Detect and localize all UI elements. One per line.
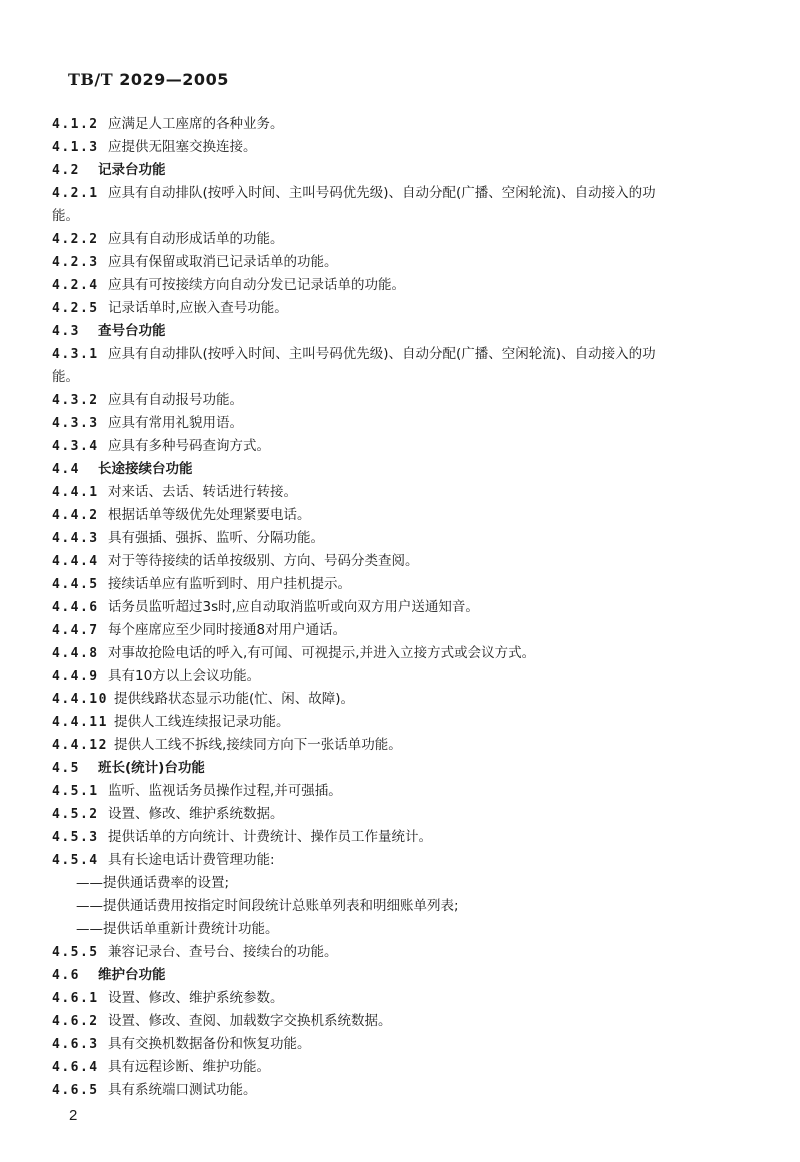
clause-continuation xyxy=(52,366,772,389)
clause-text: 根据话单等级优先处理紧要电话。 xyxy=(108,507,311,523)
clause-text: 提供话单的方向统计、计费统计、操作员工作量统计。 xyxy=(108,829,432,845)
clause-text: 具有10方以上会议功能。 xyxy=(108,668,261,684)
clause-text: 应具有自动报号功能。 xyxy=(108,392,243,408)
section-heading xyxy=(52,458,772,481)
clause-number: 4.5.2 xyxy=(52,807,99,822)
clause-text: 记录台功能 xyxy=(98,162,166,178)
clause-line xyxy=(52,596,772,619)
clause-text: 具有交换机数据备份和恢复功能。 xyxy=(108,1036,311,1052)
clause-line xyxy=(52,642,772,665)
standard-header xyxy=(68,70,229,89)
clause-line xyxy=(52,711,772,734)
section-heading xyxy=(52,757,772,780)
clause-text: 应具有自动形成话单的功能。 xyxy=(108,231,284,247)
clause-text: 维护台功能 xyxy=(98,967,166,983)
clause-line xyxy=(52,527,772,550)
clause-text: 兼容记录台、查号台、接续台的功能。 xyxy=(108,944,338,960)
clause-line xyxy=(52,412,772,435)
clause-number: 4.5.5 xyxy=(52,945,99,960)
clause-text: 应具有自动排队(按呼入时间、主叫号码优先级)、自动分配(广播、空闲轮流)、自动接入的功 xyxy=(108,346,656,362)
section-heading xyxy=(52,964,772,987)
clause-number: 4.4.6 xyxy=(52,600,99,615)
clause-text: 提供人工线连续报记录功能。 xyxy=(114,714,290,730)
clause-number: 4.3.2 xyxy=(52,393,99,408)
clause-text: 应具有自动排队(按呼入时间、主叫号码优先级)、自动分配(广播、空闲轮流)、自动接入的功 xyxy=(108,185,656,201)
clause-line xyxy=(52,941,772,964)
clause-text: 具有远程诊断、维护功能。 xyxy=(108,1059,270,1075)
clause-number: 4.4.1 xyxy=(52,485,99,500)
clause-line xyxy=(52,665,772,688)
clause-line xyxy=(52,504,772,527)
clause-line xyxy=(52,389,772,412)
clause-line xyxy=(52,228,772,251)
standard-code: TB/T xyxy=(68,70,114,89)
clause-text: 能。 xyxy=(52,208,79,224)
clause-number: 4.6.5 xyxy=(52,1083,99,1098)
list-item xyxy=(52,895,772,918)
clause-number: 4.3.1 xyxy=(52,347,99,362)
clause-number: 4.4.12 xyxy=(52,738,108,753)
clause-text: 设置、修改、维护系统参数。 xyxy=(108,990,284,1006)
clause-line xyxy=(52,619,772,642)
clause-number: 4.5.4 xyxy=(52,853,99,868)
clause-text: 监听、监视话务员操作过程,并可强插。 xyxy=(108,783,342,799)
clause-continuation xyxy=(52,205,772,228)
clause-text: 应具有多种号码查询方式。 xyxy=(108,438,270,454)
clause-number: 4.2.3 xyxy=(52,255,99,270)
clause-text: 应具有保留或取消已记录话单的功能。 xyxy=(108,254,338,270)
clause-line xyxy=(52,1079,772,1102)
clause-line xyxy=(52,1010,772,1033)
clause-number: 4.4.11 xyxy=(52,715,108,730)
clause-line xyxy=(52,826,772,849)
clause-number: 4.6 xyxy=(52,968,80,983)
clause-number: 4.4.3 xyxy=(52,531,99,546)
clause-number: 4.4.2 xyxy=(52,508,99,523)
clause-number: 4.2.5 xyxy=(52,301,99,316)
clause-text: 应具有常用礼貌用语。 xyxy=(108,415,243,431)
clause-text: 具有系统端口测试功能。 xyxy=(108,1082,257,1098)
clause-line xyxy=(52,435,772,458)
clause-line xyxy=(52,113,772,136)
clause-line xyxy=(52,343,772,366)
clause-text: 班长(统计)台功能 xyxy=(98,760,205,776)
clause-line xyxy=(52,182,772,205)
clause-text: 接续话单应有监听到时、用户挂机提示。 xyxy=(108,576,351,592)
clause-number: 4.3.3 xyxy=(52,416,99,431)
clause-text: 对事故抢险电话的呼入,有可闻、可视提示,并进入立接方式或会议方式。 xyxy=(108,645,536,661)
standard-number: 2029—2005 xyxy=(119,70,229,89)
clause-number: 4.6.4 xyxy=(52,1060,99,1075)
clause-number: 4.5.3 xyxy=(52,830,99,845)
clause-number: 4.4.9 xyxy=(52,669,99,684)
clause-text: 话务员监听超过3s时,应自动取消监听或向双方用户送通知音。 xyxy=(108,599,479,615)
clause-line xyxy=(52,274,772,297)
clause-text: 具有强插、强拆、监听、分隔功能。 xyxy=(108,530,324,546)
clause-number: 4.2.2 xyxy=(52,232,99,247)
clause-line xyxy=(52,481,772,504)
clause-number: 4.5 xyxy=(52,761,80,776)
section-heading xyxy=(52,320,772,343)
clause-text: 对来话、去话、转话进行转接。 xyxy=(108,484,297,500)
clause-text: 长途接续台功能 xyxy=(98,461,193,477)
clause-text: 应具有可按接续方向自动分发已记录话单的功能。 xyxy=(108,277,405,293)
clause-number: 4.2 xyxy=(52,163,80,178)
page-number: 2 xyxy=(69,1107,78,1124)
clause-line xyxy=(52,573,772,596)
section-heading xyxy=(52,159,772,182)
clause-text: 记录话单时,应嵌入查号功能。 xyxy=(108,300,288,316)
clause-text: 查号台功能 xyxy=(98,323,166,339)
clause-text: 提供线路状态显示功能(忙、闲、故障)。 xyxy=(114,691,355,707)
clause-line xyxy=(52,251,772,274)
clause-text: 具有长途电话计费管理功能: xyxy=(108,852,275,868)
clause-text: ——提供通话费用按指定时间段统计总账单列表和明细账单列表; xyxy=(76,898,459,914)
clause-line xyxy=(52,849,772,872)
clause-text: 应满足人工座席的各种业务。 xyxy=(108,116,284,132)
clause-text: ——提供通话费率的设置; xyxy=(76,875,230,891)
list-item xyxy=(52,872,772,895)
clause-number: 4.4.5 xyxy=(52,577,99,592)
clause-line xyxy=(52,1056,772,1079)
clause-number: 4.5.1 xyxy=(52,784,99,799)
clause-number: 4.4.8 xyxy=(52,646,99,661)
clause-number: 4.2.4 xyxy=(52,278,99,293)
clause-line xyxy=(52,297,772,320)
clause-text: 设置、修改、查阅、加载数字交换机系统数据。 xyxy=(108,1013,392,1029)
clause-number: 4.2.1 xyxy=(52,186,99,201)
clause-number: 4.3 xyxy=(52,324,80,339)
clause-number: 4.6.1 xyxy=(52,991,99,1006)
clause-number: 4.3.4 xyxy=(52,439,99,454)
clause-line xyxy=(52,803,772,826)
clause-number: 4.6.3 xyxy=(52,1037,99,1052)
clause-line xyxy=(52,688,772,711)
clause-line xyxy=(52,1033,772,1056)
list-item xyxy=(52,918,772,941)
clause-number: 4.4.4 xyxy=(52,554,99,569)
clause-text: ——提供话单重新计费统计功能。 xyxy=(76,921,279,937)
clause-text: 设置、修改、维护系统数据。 xyxy=(108,806,284,822)
clause-number: 4.6.2 xyxy=(52,1014,99,1029)
clause-number: 4.1.2 xyxy=(52,117,99,132)
clause-text: 应提供无阻塞交换连接。 xyxy=(108,139,257,155)
clause-text: 对于等待接续的话单按级别、方向、号码分类查阅。 xyxy=(108,553,419,569)
clause-line xyxy=(52,987,772,1010)
clause-line xyxy=(52,780,772,803)
clause-number: 4.4.10 xyxy=(52,692,108,707)
clause-text: 能。 xyxy=(52,369,79,385)
clause-number: 4.1.3 xyxy=(52,140,99,155)
clause-text: 每个座席应至少同时接通8对用户通话。 xyxy=(108,622,347,638)
clause-line xyxy=(52,136,772,159)
clause-text: 提供人工线不拆线,接续同方向下一张话单功能。 xyxy=(114,737,402,753)
clause-number: 4.4.7 xyxy=(52,623,99,638)
clause-number: 4.4 xyxy=(52,462,80,477)
document-body xyxy=(52,113,772,1102)
clause-line xyxy=(52,550,772,573)
clause-line xyxy=(52,734,772,757)
